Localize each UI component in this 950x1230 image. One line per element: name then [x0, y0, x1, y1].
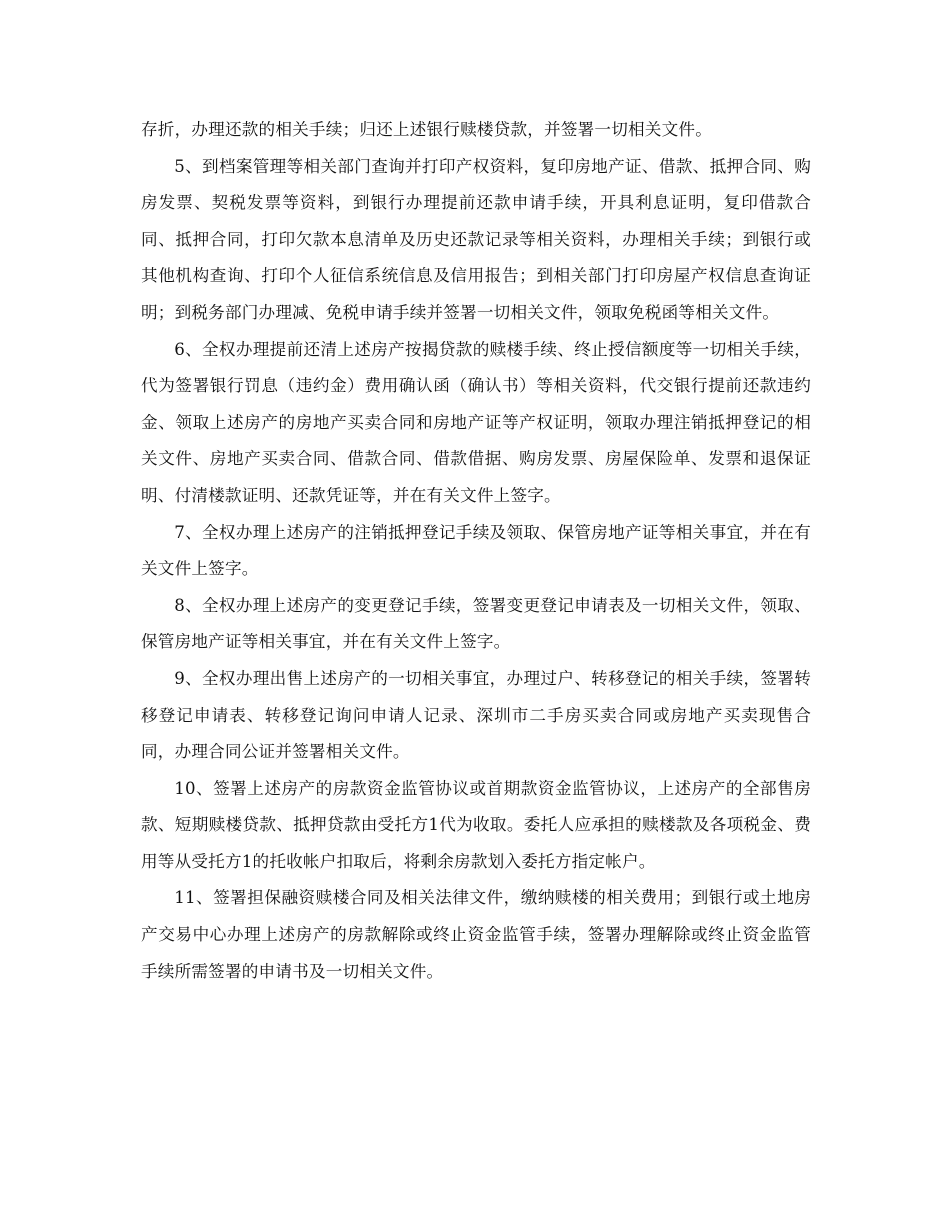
paragraph-item-5: 5、到档案管理等相关部门查询并打印产权资料，复印房地产证、借款、抵押合同、购房发票、契税发票等资料，到银行办理提前还款申请手续，开具利息证明，复印借款合同、抵押合同，打印欠款本息清单及历史还款记录等相关资料，办理相关手续；到银行或其他机构查询、打印个人征信系统信息及信用报告；到相关部门打印房屋产权信息查询证明；到税务部门办理减、免税申请手续并签署一切相关文件，领取免税函等相关文件。 — [141, 156, 811, 322]
paragraph-item-8: 8、全权办理上述房产的变更登记手续，签署变更登记申请表及一切相关文件，领取、保管房地产证等相关事宜，并在有关文件上签字。 — [141, 595, 811, 652]
paragraph-item-9: 9、全权办理出售上述房产的一切相关事宜，办理过户、转移登记的相关手续，签署转移登记申请表、转移登记询问申请人记录、深圳市二手房买卖合同或房地产买卖现售合同，办理合同公证并签署相关文件。 — [141, 668, 811, 762]
paragraph-item-6: 6、全权办理提前还清上述房产按揭贷款的赎楼手续、终止授信额度等一切相关手续，代为签署银行罚息（违约金）费用确认函（确认书）等相关资料，代交银行提前还款违约金、领取上述房产的房地产买卖合同和房地产证等产权证明，领取办理注销抵押登记的相关文件、房地产买卖合同、借款合同、借款借据、购房发票、房屋保险单、发票和退保证明、付清楼款证明、还款凭证等，并在有关文件上签字。 — [141, 339, 811, 505]
paragraph-item-7: 7、全权办理上述房产的注销抵押登记手续及领取、保管房地产证等相关事宜，并在有关文件上签字。 — [141, 522, 811, 579]
document-body — [141, 112, 811, 990]
paragraph-continued: 存折，办理还款的相关手续；归还上述银行赎楼贷款，并签署一切相关文件。 — [141, 120, 712, 139]
paragraph-item-11: 11、签署担保融资赎楼合同及相关法律文件，缴纳赎楼的相关费用；到银行或土地房产交易中心办理上述房产的房款解除或终止资金监管手续，签署办理解除或终止资金监管手续所需签署的申请书及一切相关文件。 — [141, 888, 811, 981]
paragraph-item-10: 10、签署上述房产的房款资金监管协议或首期款资金监管协议，上述房产的全部售房款、短期赎楼贷款、抵押贷款由受托方1代为收取。委托人应承担的赎楼款及各项税金、费用等从受托方1的托收帐户扣取后，将剩余房款划入委托方指定帐户。 — [141, 778, 811, 871]
